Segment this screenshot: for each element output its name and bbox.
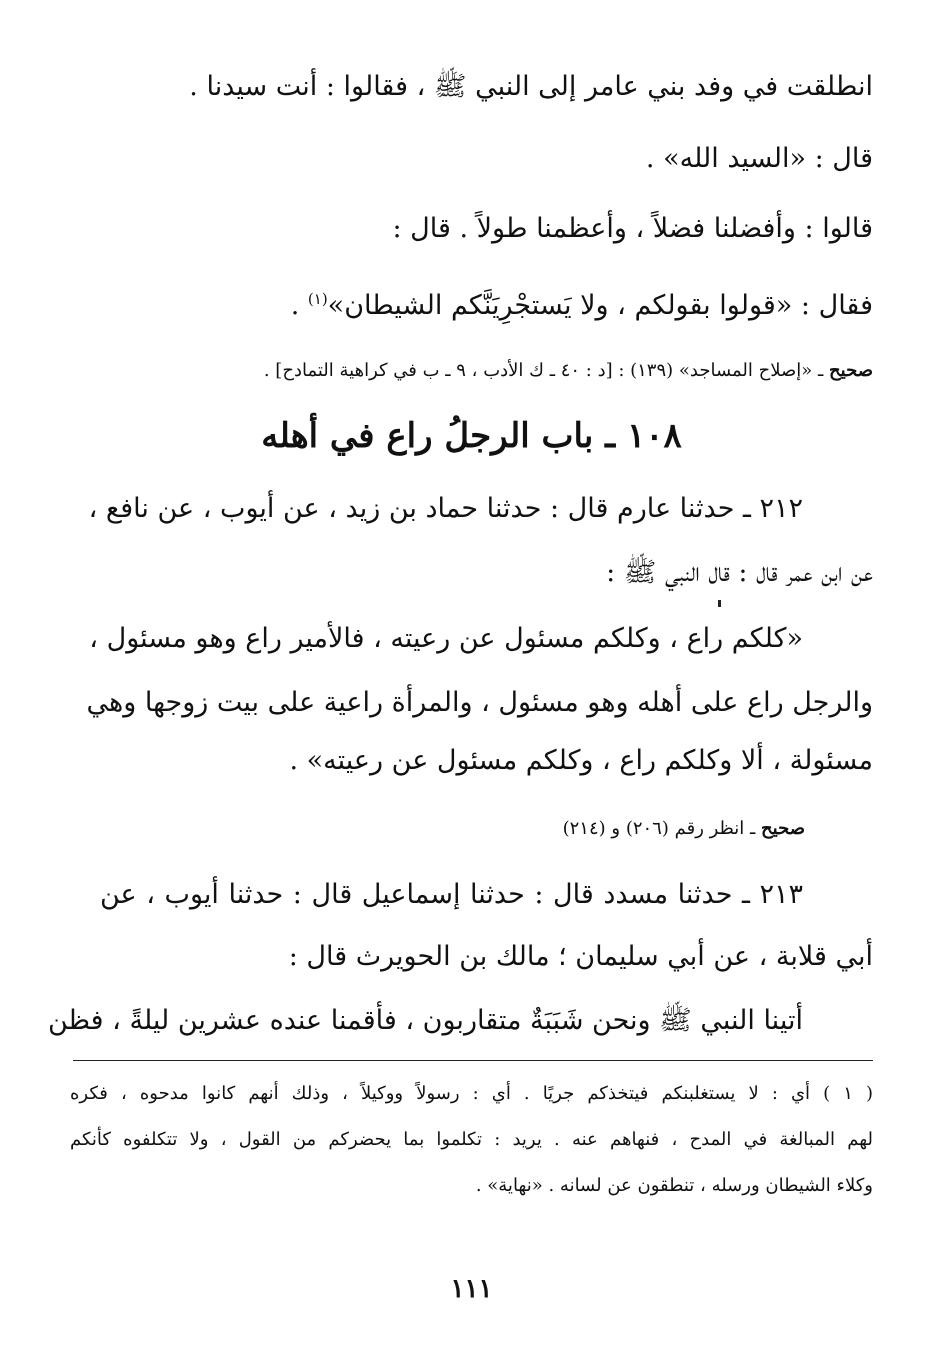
footnote-ref: (١) xyxy=(307,290,328,308)
grade-label-1: صحيح xyxy=(829,360,873,381)
hadith-212-line-2: عن ابن عمر قال : قال النبي ﷺ : xyxy=(606,557,873,588)
chapter-title: ١٠٨ ـ باب الرجلُ راع في أهله xyxy=(261,416,682,456)
hadith-212-line-5: مسئولة ، ألا وكلكم راع ، وكلكم مسئول عن رعيته» . xyxy=(289,745,873,776)
hadith-212-line-4: والرجل راع على أهله وهو مسئول ، والمرأة راعية على بيت زوجها وهي xyxy=(86,687,873,718)
grade-line-2 xyxy=(563,816,805,842)
page-number: ١١١ xyxy=(450,1274,493,1304)
hadith-212-line-1: ٢١٢ ـ حدثنا عارم قال : حدثنا حماد بن زيد ، عن أيوب ، عن نافع ، xyxy=(88,493,803,524)
grade-label-2: صحيح xyxy=(761,818,805,839)
grade-text-1: ـ «إصلاح المساجد» (١٣٩) : [د : ٤٠ ـ ك الأدب ، ٩ ـ ب في كراهية التمادح] . xyxy=(263,360,830,381)
text-line-2: قال : «السيد الله» . xyxy=(645,143,873,174)
text-line-4-body: فقال : «قولوا بقولكم ، ولا يَستجْرِيَنَّكم الشيطان» xyxy=(327,290,873,321)
hadith-213-line-2: أبي قلابة ، عن أبي سليمان ؛ مالك بن الحويرث قال : xyxy=(288,941,873,972)
footnote-rule xyxy=(73,1060,873,1061)
text-line-1: انطلقت في وفد بني عامر إلى النبي ﷺ ، فقالوا : أنت سيدنا . xyxy=(189,71,873,102)
grade-line-1 xyxy=(264,358,873,384)
text-line-4 xyxy=(291,282,873,323)
diacritic-mark xyxy=(718,600,721,607)
grade-text-2: ـ انظر رقم (٢٠٦) و (٢١٤) xyxy=(562,818,762,839)
hadith-213-line-1: ٢١٣ ـ حدثنا مسدد قال : حدثنا إسماعيل قال : حدثنا أيوب ، عن xyxy=(100,879,803,910)
hadith-212-line-3: «كلكم راع ، وكلكم مسئول عن رعيته ، فالأمير راع وهو مسئول ، xyxy=(89,623,803,654)
text-line-4-end: . xyxy=(290,290,308,321)
footnote-line-2: لهم المبالغة في المدح ، فنهاهم عنه . يريد : تكلموا بما يحضركم من القول ، ولا تتكلفوه كأنكم xyxy=(70,1129,873,1150)
footnote-line-3: وكلاء الشيطان ورسله ، تنطقون عن لسانه . «نهاية» . xyxy=(475,1175,873,1196)
footnote-line-1: ( ١ ) أي : لا يستغلبنكم فيتخذكم جريًا . أي : رسولاً ووكيلاً ، وذلك أنهم كانوا مدحوه ، فكره xyxy=(70,1083,874,1104)
text-line-3: قالوا : وأفضلنا فضلاً ، وأعظمنا طولاً . قال : xyxy=(392,213,873,244)
hadith-213-line-3: أتينا النبي ﷺ ونحن شَبَبَةٌ متقاربون ، فأقمنا عنده عشرين ليلةً ، فظن xyxy=(47,1005,803,1036)
